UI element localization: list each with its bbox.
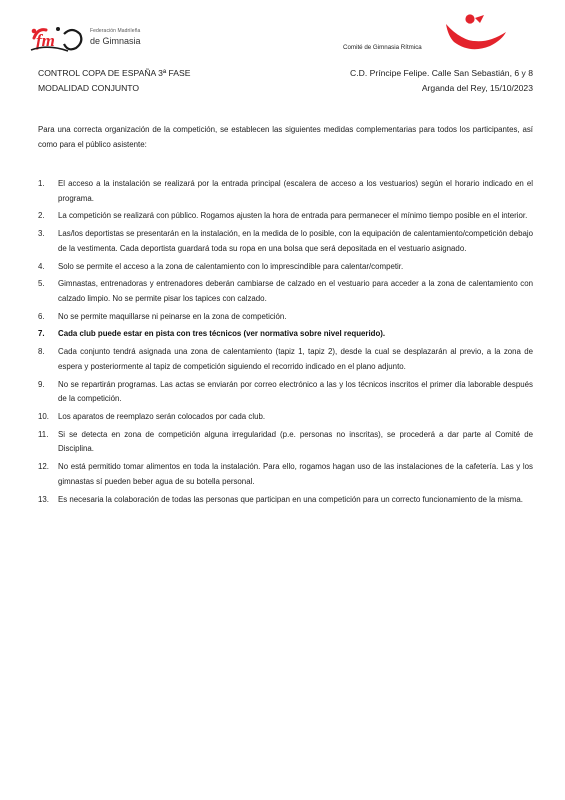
federation-logo [28,22,148,58]
venue-address: C.D. Príncipe Felipe. Calle San Sebastián, 6 y 8 [350,68,533,78]
item-number: 2. [38,211,45,221]
item-text: No se permite maquillarse ni peinarse en la zona de competición. [58,311,287,321]
list-item [38,493,533,508]
federation-emblem-icon [28,22,90,58]
list-item [38,460,533,489]
item-number: 10. [38,412,49,421]
item-number: 8. [38,347,45,357]
list-item [38,277,533,306]
list-item [38,410,533,425]
item-number: 9. [38,379,45,389]
item-text: Las/los deportistas se presentarán en la instalación, en la medida de lo posible, con la equipación de calentamiento/competición debajo de la vestimenta. Cada deportista guardará toda su ropa en una bolsa que será depositada en el vestuario asignado. [58,229,533,253]
item-number: 1. [38,179,45,188]
item-text: Es necesaria la colaboración de todas las personas que participan en una competición para un correcto funcionamiento de la misma. [58,494,523,504]
item-number: 5. [38,279,45,289]
federation-name-small: Federación Madrileña [90,28,141,34]
item-number: 6. [38,311,45,321]
item-text: Los aparatos de reemplazo serán colocados por cada club. [58,412,266,421]
item-number: 12. [38,462,49,472]
item-text: Si se detecta en zona de competición alguna irregularidad (p.e. personas no inscritas), se procederá a dar parte al Comité de Disciplina. [58,429,533,454]
list-item [38,177,533,206]
item-number: 3. [38,229,45,239]
venue-city-date: Arganda del Rey, 15/10/2023 [421,83,533,93]
federation-name: de Gimnasia [90,36,141,46]
committee-logo [440,10,510,56]
item-text: No se repartirán programas. Las actas se enviarán por correo electrónico a las y los técnicos inscritos el primer día laborable después de la competición. [58,379,533,404]
item-number: 4. [38,261,45,271]
item-text: No está permitido tomar alimentos en toda la instalación. Para ello, rogamos hagan uso de las instalaciones de la cafetería. Las y los gimnastas sí pueden beber agua de su botella personal. [58,462,533,486]
item-number: 7. [38,329,45,339]
item-number: 13. [38,494,49,504]
intro-paragraph: Para una correcta organización de la competición, se establecen las siguientes medidas complementarias para todos los participantes, así como para el público asistente: [38,125,533,149]
list-item [38,227,533,256]
item-text: Solo se permite el acceso a la zona de calentamiento con lo imprescindible para calentar/competir. [58,261,404,271]
item-number: 11. [38,429,49,439]
item-text: La competición se realizará con público. Rogamos ajusten la hora de entrada para permanecer el mínimo tiempo posible en el interior. [58,211,528,221]
list-item [38,345,533,374]
event-modality: MODALIDAD CONJUNTO [38,83,140,93]
committee-name: Comité de Gimnasia Rítmica [343,44,422,51]
list-item [38,310,533,325]
item-text: El acceso a la instalación se realizará por la entrada principal (escalera de acceso a los vestuarios) según el horario indicado en el programa. [58,179,533,203]
rules-list [38,177,533,510]
event-title: CONTROL COPA DE ESPAÑA 3ª FASE [38,68,191,78]
rhythmic-gymnastics-emblem-icon [440,10,510,56]
list-item-highlighted [38,327,533,342]
list-item [38,209,533,224]
item-text: Cada club puede estar en pista con tres técnicos (ver normativa sobre nivel requerido). [58,329,386,339]
list-item [38,428,533,457]
list-item [38,378,533,407]
svg-text:fm: fm [36,31,55,50]
item-text: Gimnastas, entrenadoras y entrenadores deberán cambiarse de calzado en el vestuario para acceder a la zona de calentamiento con calzado limpio. No se permite pisar los tapices con calzado. [58,279,533,303]
item-text: Cada conjunto tendrá asignada una zona de calentamiento (tapiz 1, tapiz 2), desde la cual se desplazarán al previo, a la zona de espera y posteriormente al tapiz de competición siguiendo el recorrido indicado en el plano adjunto. [58,347,533,371]
list-item [38,260,533,275]
